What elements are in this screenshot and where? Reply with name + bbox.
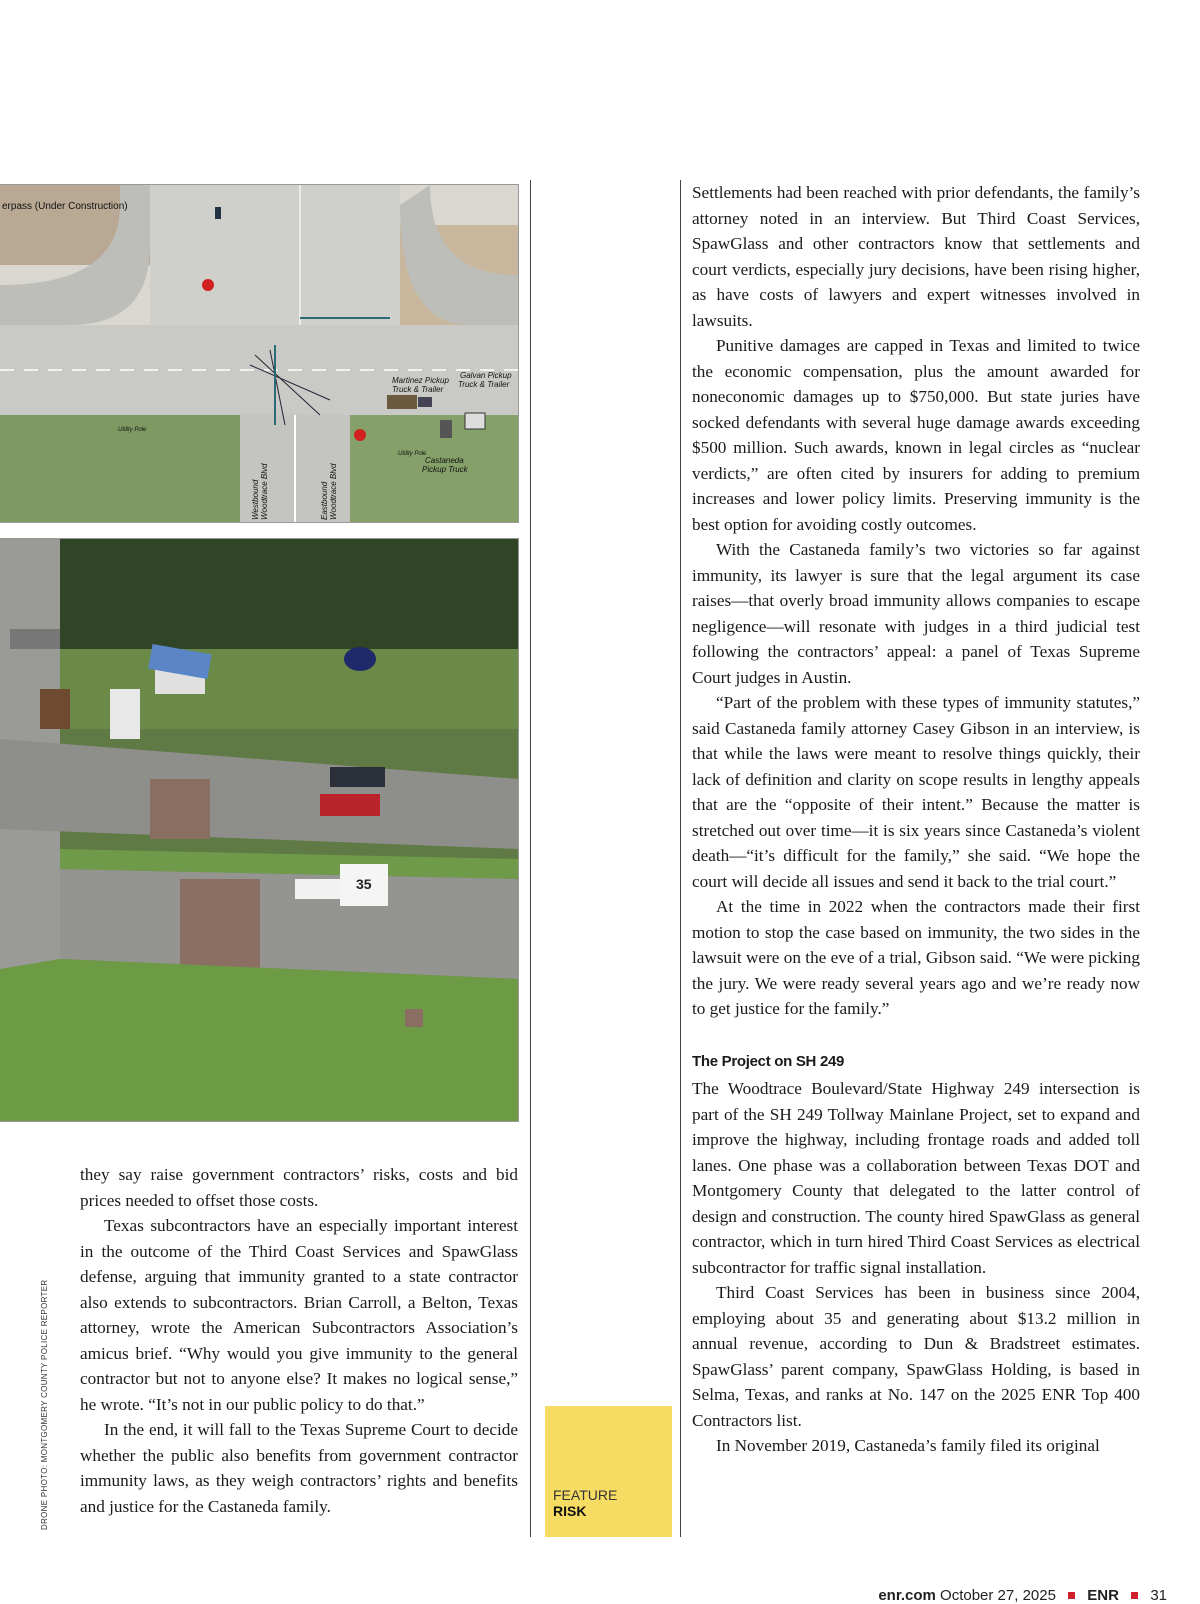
right-column bbox=[692, 180, 1140, 1459]
left-paragraph-2: Texas subcontractors have an especially important interest in the outcome of the Third Coast Services and SpawGlass defense, arguing that immunity granted to a state contractor also extends to subcontractors. Brian Carroll, a Belton, Texas attorney, wrote the American Subcontractors Association’s amicus brief. “Why would you give immunity to the general contractor but not to anyone else? It makes no logical sense,” he wrote. “It’s not in our public policy to do that.” bbox=[80, 1216, 518, 1414]
section-subhead: The Project on SH 249 bbox=[692, 1052, 845, 1070]
utility-pole-right-label: Utility Pole bbox=[398, 451, 427, 457]
feature-label: FEATURE bbox=[553, 1487, 618, 1503]
overpass-label: erpass (Under Construction) bbox=[2, 201, 128, 212]
footer-square-icon bbox=[1131, 1592, 1138, 1599]
footer-square-icon bbox=[1068, 1592, 1075, 1599]
galvan-label-1: Galvan Pickup bbox=[460, 371, 512, 380]
column-rule-left bbox=[530, 180, 531, 1537]
crash-diagram bbox=[0, 184, 519, 523]
page-number: 31 bbox=[1150, 1587, 1167, 1604]
right-paragraph-1: Settlements had been reached with prior defendants, the family’s attorney noted in an interview. But Third Coast Services, SpawGlass and other contractors know that settlements and court verdicts, especially jury decisions, have been rising higher, as have costs of lawyers and expert witnesses involved in lawsuits. bbox=[692, 183, 1140, 330]
eastbound-label-1: Eastbound bbox=[320, 481, 329, 520]
left-column bbox=[80, 1162, 518, 1519]
right-paragraph-2: Punitive damages are capped in Texas and limited to twice the economic compensation, plus the amount awarded for noneconomic damages up to $750,000. But state juries have socked defendants with several huge damage awards exceeding $500 million. Such awards, known in legal circles as “nuclear verdicts,” are often cited by insurers for adding to premium increases and lower policy limits. Preserving immunity is the best option for avoiding costly outcomes. bbox=[692, 336, 1140, 534]
section-label: RISK bbox=[553, 1503, 587, 1519]
eastbound-label-2: Woodtrace Blvd bbox=[329, 463, 338, 520]
right-paragraph-5: At the time in 2022 when the contractors made their first motion to stop the case based on immunity, the two sides in the lawsuit were on the eve of a trial, Gibson said. “We were picking the jury. We were ready several years ago and we’re ready now to get justice for the family.” bbox=[692, 897, 1140, 1018]
utility-pole-left-label: Utility Pole bbox=[118, 427, 147, 433]
westbound-label-2: Woodtrace Blvd bbox=[260, 463, 269, 520]
photo-credit: DRONE PHOTO: MONTGOMERY COUNTY POLICE REPORTER bbox=[40, 1279, 49, 1530]
feature-section-box bbox=[545, 1406, 672, 1537]
footer-site: enr.com bbox=[878, 1587, 936, 1604]
crash-diagram-svg bbox=[0, 185, 518, 522]
feature-section-label bbox=[553, 1487, 617, 1519]
right-paragraph-7: Third Coast Services has been in business since 2004, employing about 35 and generating about $13.2 million in annual revenue, according to Dun & Bradstreet estimates. SpawGlass’ parent company, SpawGlass Holding, is based in Selma, Texas, and ranks at No. 147 on the 2025 ENR Top 400 Contractors list. bbox=[692, 1283, 1140, 1430]
drone-photo bbox=[0, 538, 519, 1122]
left-paragraph-3: In the end, it will fall to the Texas Supreme Court to decide whether the public also benefits from government contractor immunity laws, as they weigh contractors’ rights and benefits and justice for the Castaneda family. bbox=[80, 1420, 518, 1516]
right-paragraph-3: With the Castaneda family’s two victories so far against immunity, its lawyer is sure that the legal argument its case raises—that overly broad immunity allows companies to escape negligence—will resonate with judges in a third judicial test following the contractors’ appeal: a panel of Texas Supreme Court judges in Austin. bbox=[692, 540, 1140, 687]
castaneda-label-1: Castaneda bbox=[425, 456, 464, 465]
right-paragraph-4: “Part of the problem with these types of immunity statutes,” said Castaneda family attorney Casey Gibson in an interview, is that while the laws were meant to resolve things quickly, their lack of definition and clarity on scope results in lengthy appeals that are the “opposite of their intent.” Because the matter is stretched out over time—it is six years since Castaneda’s violent death—“it’s difficult for the family,” she said. “We hope the court will decide all issues and send it back to the trial court.” bbox=[692, 693, 1140, 891]
right-paragraph-6: The Woodtrace Boulevard/State Highway 249 intersection is part of the SH 249 Tollway Mainlane Project, set to expand and improve the highway, including frontage roads and added toll lanes. One phase was a collaboration between Texas DOT and Montgomery County that delegated to the latter control of design and construction. The county hired SpawGlass as general contractor, which in turn hired Third Coast Services as electrical subcontractor for traffic signal installation. bbox=[692, 1079, 1140, 1277]
page-footer bbox=[878, 1587, 1167, 1604]
galvan-label-2: Truck & Trailer bbox=[458, 380, 510, 389]
martinez-label-1: Martinez Pickup bbox=[392, 376, 449, 385]
drone-photo-svg bbox=[0, 539, 518, 1121]
right-paragraph-8: In November 2019, Castaneda’s family filed its original bbox=[716, 1436, 1100, 1455]
column-rule-right bbox=[680, 180, 681, 1537]
westbound-label-1: Westbound bbox=[251, 479, 260, 520]
footer-brand: ENR bbox=[1087, 1587, 1119, 1604]
left-paragraph-1: they say raise government contractors’ risks, costs and bid prices needed to offset those costs. bbox=[80, 1165, 518, 1210]
ambulance-number: 35 bbox=[356, 876, 372, 892]
footer-date: October 27, 2025 bbox=[940, 1587, 1056, 1604]
martinez-label-2: Truck & Trailer bbox=[392, 385, 444, 394]
castaneda-label-2: Pickup Truck bbox=[422, 465, 468, 474]
